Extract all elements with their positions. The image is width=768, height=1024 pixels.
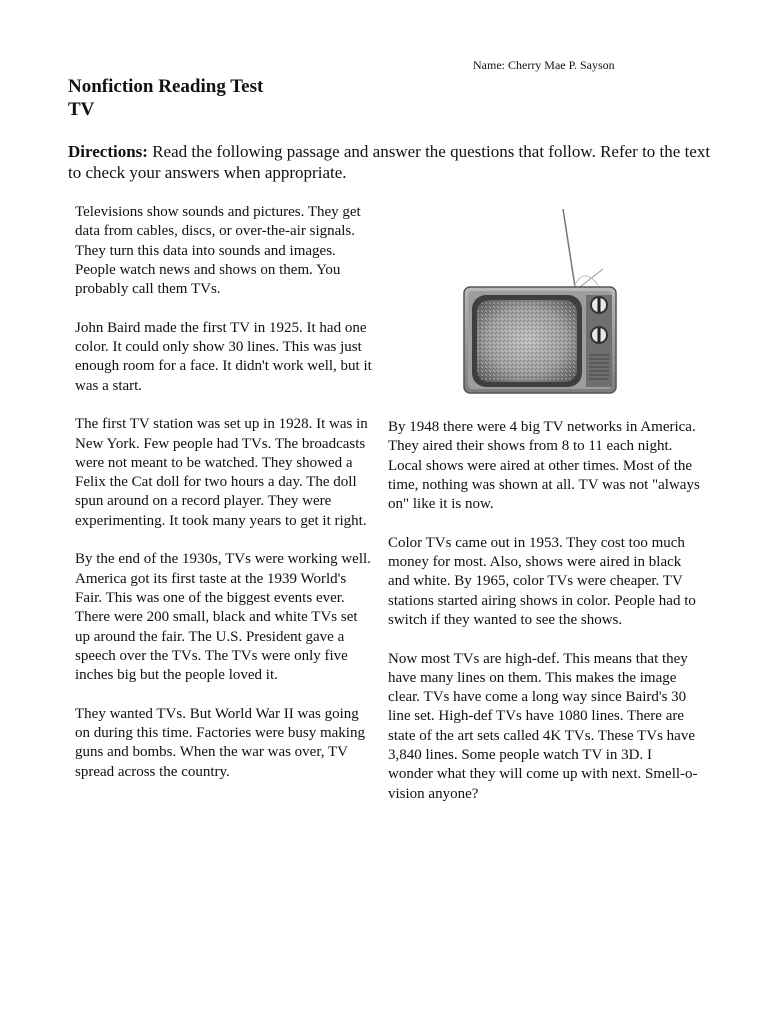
paragraph: Televisions show sounds and pictures. They get data from cables, discs, or over-the-air signals. They turn this data into sounds and images. People watch news and shows on them. You probably call them TVs. <box>75 204 361 298</box>
directions <box>68 141 718 183</box>
directions-text: Read the following passage and answer the questions that follow. Refer to the text to check your answers when appropriate. <box>68 142 711 182</box>
paragraph: John Baird made the first TV in 1925. It had one color. It could only show 30 lines. This was just enough room for a face. It didn't work well, but it was a start. <box>75 319 372 394</box>
paragraph: By the end of the 1930s, TVs were working well. America got its first taste at the 1939 World's Fair. This was one of the biggest events ever. There were 200 small, black and white TVs set up around the fair. The U.S. President gave a speech over the TVs. The TVs were only five inches big but the people loved it. <box>75 551 371 684</box>
paragraph: Color TVs came out in 1953. They cost too much money for most. Also, shows were aired in black and white. By 1965, color TVs were cheaper. TV stations started airing shows in color. People had to switch if they wanted to see the shows. <box>388 534 696 628</box>
vintage-tv-icon <box>455 205 625 395</box>
passage-right-column <box>388 418 700 823</box>
paragraph: Now most TVs are high-def. This means that they have many lines on them. This makes the image clear. TVs have come a long way since Baird's 30 line set. High-def TVs have 1080 lines. There are state of the art sets called 4K TVs. These TVs have 3,840 lines. Some people watch TV in 3D. I wonder what they will come up with next. Smell-o-vision anyone? <box>388 650 698 802</box>
paragraph: They wanted TVs. But World War II was going on during this time. Factories were busy making guns and bombs. When the war was over, TV spread across the country. <box>75 705 365 780</box>
paragraph: The first TV station was set up in 1928. It was in New York. Few people had TVs. The broadcasts were not meant to be watched. They showed a Felix the Cat doll for two hours a day. The doll spun around on a record player. They were experimenting. It took many years to get it right. <box>75 416 368 529</box>
directions-label: Directions: <box>68 142 148 161</box>
page-title <box>68 75 263 121</box>
paragraph: By 1948 there were 4 big TV networks in America. They aired their shows from 8 to 11 each night. Local shows were aired at other times. Most of the time, nothing was shown at all. TV was not "always on" like it is now. <box>388 419 700 513</box>
test-title: Nonfiction Reading Test <box>68 76 264 97</box>
student-name: Name: Cherry Mae P. Sayson <box>473 58 615 72</box>
passage-left-column <box>75 203 375 801</box>
topic-title: TV <box>68 99 95 120</box>
